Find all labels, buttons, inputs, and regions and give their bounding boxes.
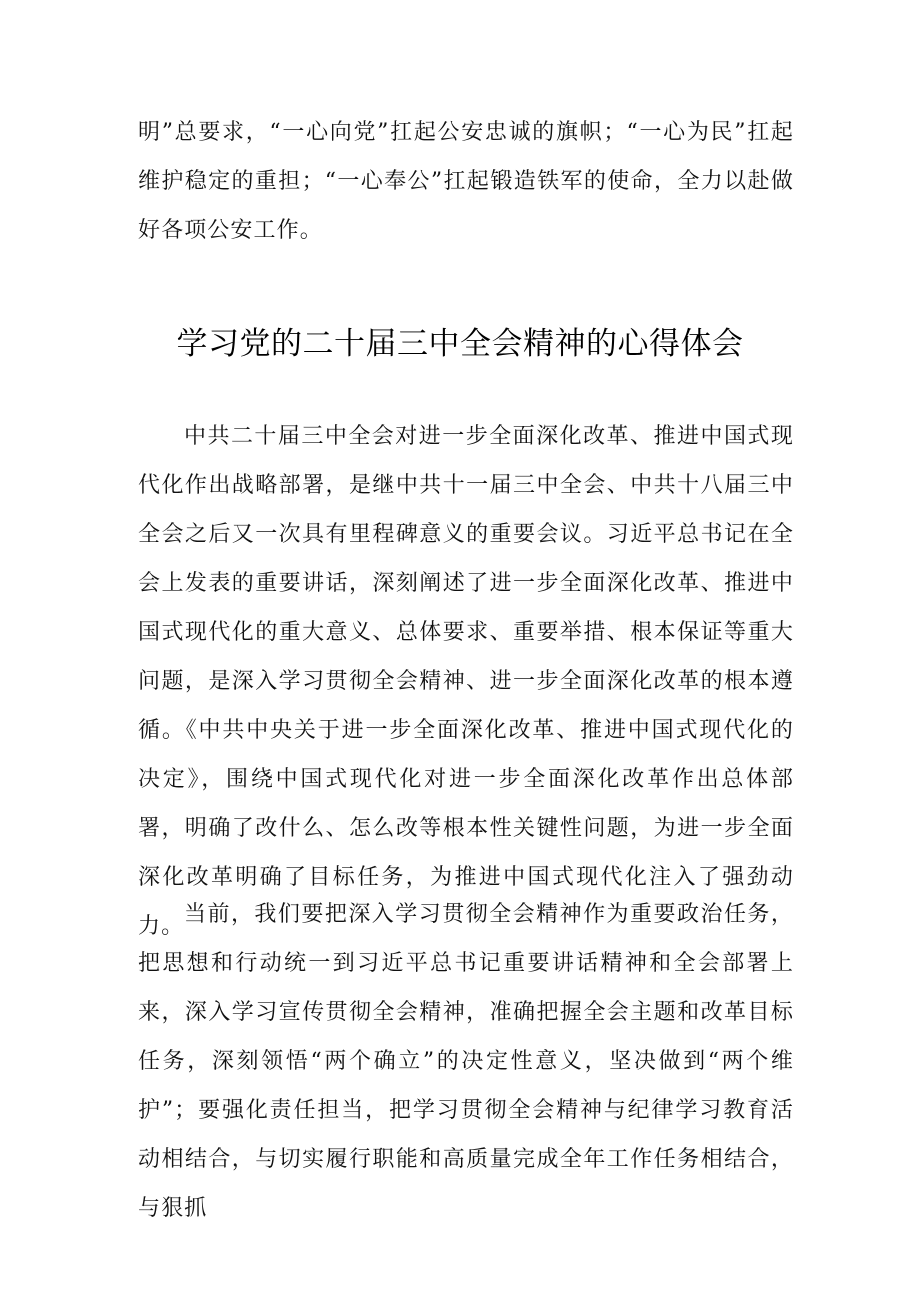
- document-title: 学习党的二十届三中全会精神的心得体会: [176, 326, 744, 362]
- continuation-paragraph: 明”总要求，“一心向党”扛起公安忠诚的旗帜；“一心为民”扛起维护稳定的重担；“一心奉公”扛起锻造铁军的使命，全力以赴做好各项公安工作。: [138, 120, 794, 243]
- body-paragraph: 中共二十届三中全会对进一步全面深化改革、推进中国式现代化作出战略部署，是继中共十一届三中全会、中共十八届三中全会之后又一次具有里程碑意义的重要会议。习近平总书记在全会上发表的重要讲话，深刻阐述了进一步全面深化改革、推进中国式现代化的重大意义、总体要求、重要举措、根本保证等重大问题，是深入学习贯彻全会精神、进一步全面深化改革的根本遵循。《中共中央关于进一步全面深化改革、推进中国式现代化的决定》，围绕中国式现代化对进一步全面深化改革作出总体部署，明确了改什么、怎么改等根本性关键性问题，为进一步全面深化改革明确了目标任务，为推进中国式现代化注入了强劲动力。: [138, 424, 794, 939]
- body-paragraph: 当前，我们要把深入学习贯彻全会精神作为重要政治任务，把思想和行动统一到习近平总书记重要讲话精神和全会部署上来，深入学习宣传贯彻全会精神，准确把握全会主题和改革目标任务，深刻领悟“两个确立”的决定性意义，坚决做到“两个维护”；要强化责任担当，把学习贯彻全会精神与纪律学习教育活动相结合，与切实履行职能和高质量完成全年工作任务相结合，与狠抓: [138, 902, 794, 1221]
